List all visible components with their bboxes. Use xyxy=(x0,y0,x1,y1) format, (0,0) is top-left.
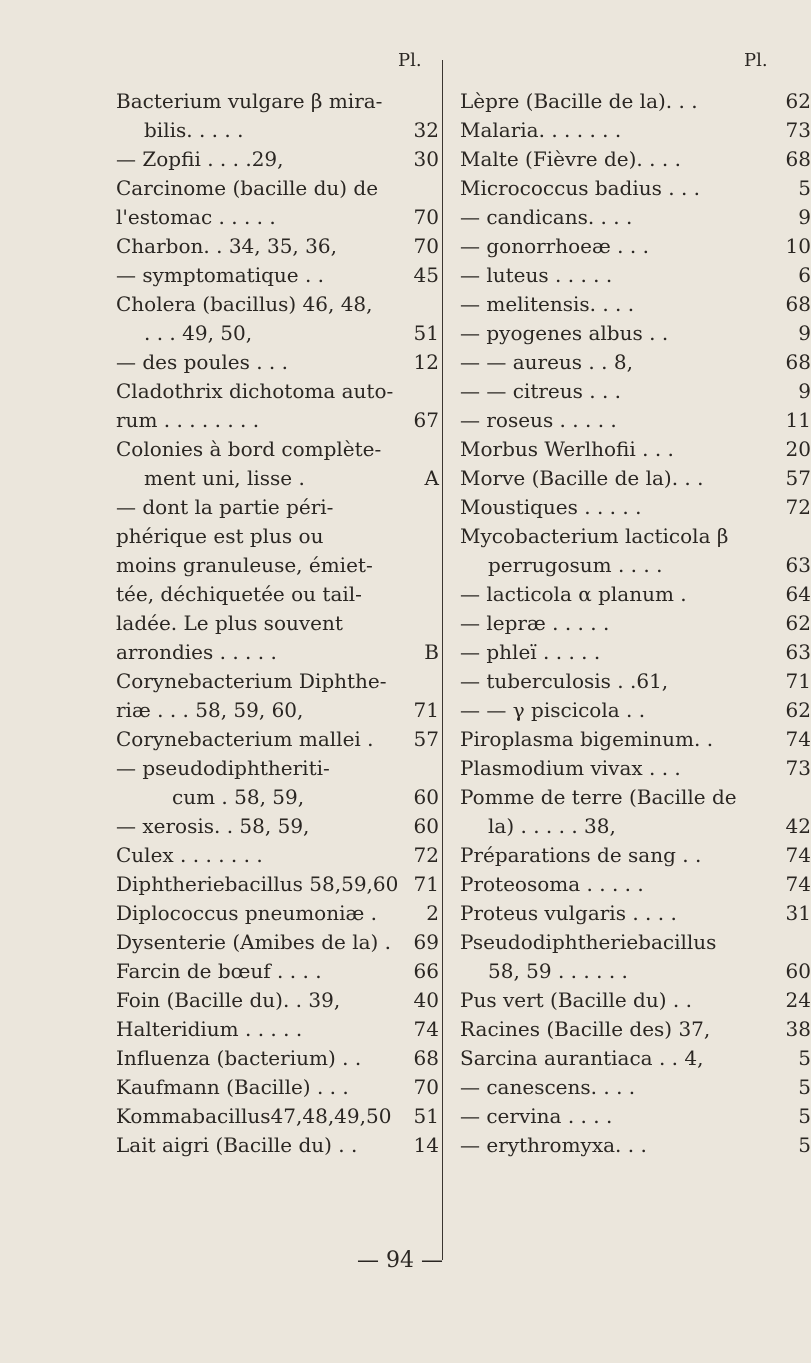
entry-plate-number: 57 xyxy=(413,727,439,751)
entry-text: riæ . . . 58, 59, 60, xyxy=(116,698,304,722)
entry-text: Moustiques . . . . . xyxy=(460,495,642,519)
entry-plate-number: 9 xyxy=(798,379,811,403)
entry-text: Corynebacterium mallei . xyxy=(116,727,374,751)
entry-text: Kommabacillus47,48,49,50 xyxy=(116,1104,392,1128)
index-entry xyxy=(460,550,811,580)
entry-plate-number: 72 xyxy=(413,843,439,867)
index-entry xyxy=(116,260,439,290)
entry-plate-number: 10 xyxy=(785,234,811,258)
left-pl-header: Pl. xyxy=(398,50,422,71)
entry-text: — cervina . . . . xyxy=(460,1104,613,1128)
entry-plate-number: 68 xyxy=(785,292,811,316)
entry-text: bilis. . . . . xyxy=(144,118,244,142)
entry-text: phérique est plus ou xyxy=(116,524,324,548)
index-entry xyxy=(460,463,811,493)
entry-plate-number: 62 xyxy=(785,89,811,113)
entry-plate-number: 63 xyxy=(785,553,811,577)
entry-text: Farcin de bœuf . . . . xyxy=(116,959,322,983)
index-entry xyxy=(460,927,778,957)
entry-text: — pyogenes albus . . xyxy=(460,321,669,345)
index-entry xyxy=(460,231,811,261)
index-entry xyxy=(460,608,811,638)
entry-plate-number: 9 xyxy=(798,205,811,229)
entry-text: Plasmodium vivax . . . xyxy=(460,756,681,780)
entry-text: Influenza (bacterium) . . xyxy=(116,1046,362,1070)
entry-text: — xerosis. . 58, 59, xyxy=(116,814,310,838)
entry-text: Dysenterie (Amibes de la) . xyxy=(116,930,392,954)
index-entry xyxy=(116,550,434,580)
index-entry xyxy=(460,347,811,377)
entry-text: . . . 49, 50, xyxy=(144,321,253,345)
entry-text: Proteosoma . . . . . xyxy=(460,872,644,896)
entry-plate-number: 24 xyxy=(785,988,811,1012)
entry-plate-number: 11 xyxy=(785,408,811,432)
index-entry xyxy=(116,492,434,522)
index-entry xyxy=(460,985,811,1015)
entry-plate-number: 74 xyxy=(785,727,811,751)
index-entry xyxy=(460,1043,811,1073)
entry-plate-number: 70 xyxy=(413,234,439,258)
index-entry xyxy=(116,1014,439,1044)
index-entry xyxy=(460,1072,811,1102)
entry-plate-number: 64 xyxy=(785,582,811,606)
entry-text: Micrococcus badius . . . xyxy=(460,176,701,200)
index-entry xyxy=(460,840,811,870)
index-entry xyxy=(116,231,439,261)
index-entry xyxy=(460,318,811,348)
entry-text: Pomme de terre (Bacille de xyxy=(460,785,737,809)
index-entry xyxy=(116,724,439,754)
index-entry xyxy=(460,666,811,696)
entry-plate-number: B xyxy=(424,640,439,664)
entry-plate-number: 60 xyxy=(413,814,439,838)
entry-text: Racines (Bacille des) 37, xyxy=(460,1017,711,1041)
index-entry xyxy=(460,173,811,203)
entry-plate-number: 5 xyxy=(798,1046,811,1070)
index-entry xyxy=(460,86,811,116)
index-entry xyxy=(116,637,439,667)
index-entry xyxy=(460,695,811,725)
index-entry xyxy=(116,86,434,116)
index-entry xyxy=(116,202,439,232)
index-entry xyxy=(116,1130,439,1160)
index-entry xyxy=(116,1072,439,1102)
entry-text: — lepræ . . . . . xyxy=(460,611,610,635)
entry-text: — tuberculosis . .61, xyxy=(460,669,669,693)
entry-text: Morve (Bacille de la). . . xyxy=(460,466,704,490)
index-entry xyxy=(116,1043,439,1073)
entry-text: cum . 58, 59, xyxy=(172,785,305,809)
index-entry xyxy=(116,376,434,406)
entry-plate-number: 5 xyxy=(798,1133,811,1157)
entry-text: — des poules . . . xyxy=(116,350,288,374)
entry-text: ment uni, lisse . xyxy=(144,466,305,490)
entry-text: Préparations de sang . . xyxy=(460,843,702,867)
entry-plate-number: 60 xyxy=(785,959,811,983)
entry-text: — roseus . . . . . xyxy=(460,408,617,432)
index-entry xyxy=(460,753,811,783)
entry-text: arrondies . . . . . xyxy=(116,640,277,664)
index-entry xyxy=(116,898,439,928)
column-divider xyxy=(442,60,443,1260)
entry-plate-number: 71 xyxy=(413,698,439,722)
entry-plate-number: 62 xyxy=(785,611,811,635)
entry-text: Bacterium vulgare β mira- xyxy=(116,89,383,113)
entry-text: — dont la partie péri- xyxy=(116,495,334,519)
entry-text: tée, déchiquetée ou tail- xyxy=(116,582,362,606)
index-entry xyxy=(460,376,811,406)
index-entry xyxy=(116,840,439,870)
entry-text: Carcinome (bacille du) de xyxy=(116,176,379,200)
index-entry xyxy=(460,898,811,928)
index-entry xyxy=(460,869,811,899)
entry-text: Morbus Werlhofii . . . xyxy=(460,437,674,461)
index-entry xyxy=(460,434,811,464)
index-entry xyxy=(116,405,439,435)
entry-plate-number: 73 xyxy=(785,118,811,142)
entry-plate-number: 68 xyxy=(413,1046,439,1070)
index-entry xyxy=(116,956,439,986)
entry-plate-number: 60 xyxy=(413,785,439,809)
entry-text: — lacticola α planum . xyxy=(460,582,687,606)
entry-text: moins granuleuse, émiet- xyxy=(116,553,373,577)
index-entry xyxy=(116,608,434,638)
entry-plate-number: 74 xyxy=(785,843,811,867)
index-entry xyxy=(116,521,434,551)
entry-plate-number: 70 xyxy=(413,1075,439,1099)
index-entry xyxy=(460,260,811,290)
index-entry xyxy=(116,869,439,899)
index-entry xyxy=(460,289,811,319)
entry-text: la) . . . . . 38, xyxy=(488,814,616,838)
index-entry xyxy=(460,956,811,986)
index-entry xyxy=(460,202,811,232)
entry-text: Sarcina aurantiaca . . 4, xyxy=(460,1046,704,1070)
entry-plate-number: 63 xyxy=(785,640,811,664)
index-entry xyxy=(460,579,811,609)
index-entry xyxy=(460,724,811,754)
index-entry xyxy=(460,521,778,551)
index-entry xyxy=(460,811,811,841)
entry-text: Lait aigri (Bacille du) . . xyxy=(116,1133,358,1157)
entry-text: — canescens. . . . xyxy=(460,1075,636,1099)
entry-text: Cholera (bacillus) 46, 48, xyxy=(116,292,373,316)
entry-plate-number: 14 xyxy=(413,1133,439,1157)
entry-plate-number: 74 xyxy=(785,872,811,896)
entry-text: — Zopfii . . . .29, xyxy=(116,147,284,171)
page-number: — 94 — xyxy=(357,1248,443,1273)
entry-text: Foin (Bacille du). . 39, xyxy=(116,988,341,1012)
entry-text: Pseudodiphtheriebacillus xyxy=(460,930,717,954)
index-entry xyxy=(116,811,439,841)
index-entry xyxy=(116,115,439,145)
entry-text: 58, 59 . . . . . . xyxy=(488,959,628,983)
entry-text: — gonorrhoeæ . . . xyxy=(460,234,649,258)
index-entry xyxy=(116,927,439,957)
entry-plate-number: 45 xyxy=(413,263,439,287)
entry-plate-number: 9 xyxy=(798,321,811,345)
entry-text: Lèpre (Bacille de la). . . xyxy=(460,89,698,113)
index-entry xyxy=(460,115,811,145)
index-entry xyxy=(460,492,811,522)
entry-text: — phleï . . . . . xyxy=(460,640,601,664)
entry-plate-number: 31 xyxy=(785,901,811,925)
entry-text: Diplococcus pneumoniæ . xyxy=(116,901,378,925)
entry-plate-number: 42 xyxy=(785,814,811,838)
entry-text: Cladothrix dichotoma auto- xyxy=(116,379,394,403)
entry-text: — — γ piscicola . . xyxy=(460,698,646,722)
index-entry xyxy=(460,1130,811,1160)
index-entry xyxy=(460,1101,811,1131)
entry-text: Malaria. . . . . . . xyxy=(460,118,622,142)
entry-text: ladée. Le plus souvent xyxy=(116,611,343,635)
entry-plate-number: 73 xyxy=(785,756,811,780)
entry-text: rum . . . . . . . . xyxy=(116,408,260,432)
entry-plate-number: 32 xyxy=(413,118,439,142)
entry-text: Piroplasma bigeminum. . xyxy=(460,727,714,751)
entry-plate-number: 5 xyxy=(798,176,811,200)
entry-text: Culex . . . . . . . xyxy=(116,843,263,867)
entry-plate-number: 62 xyxy=(785,698,811,722)
entry-text: Kaufmann (Bacille) . . . xyxy=(116,1075,349,1099)
entry-plate-number: 20 xyxy=(785,437,811,461)
entry-plate-number: 68 xyxy=(785,350,811,374)
index-entry xyxy=(116,434,434,464)
entry-plate-number: A xyxy=(424,466,439,490)
entry-plate-number: 57 xyxy=(785,466,811,490)
entry-plate-number: 2 xyxy=(426,901,439,925)
index-entry xyxy=(460,637,811,667)
index-entry xyxy=(116,347,439,377)
entry-plate-number: 70 xyxy=(413,205,439,229)
entry-plate-number: 72 xyxy=(785,495,811,519)
entry-plate-number: 71 xyxy=(785,669,811,693)
index-entry xyxy=(460,782,778,812)
index-entry xyxy=(116,666,434,696)
entry-text: Diphtheriebacillus 58,59,60 xyxy=(116,872,399,896)
entry-plate-number: 51 xyxy=(413,1104,439,1128)
entry-text: — candicans. . . . xyxy=(460,205,633,229)
index-entry xyxy=(116,318,439,348)
entry-plate-number: 67 xyxy=(413,408,439,432)
entry-text: Malte (Fièvre de). . . . xyxy=(460,147,681,171)
index-entry xyxy=(116,463,439,493)
entry-plate-number: 71 xyxy=(413,872,439,896)
entry-text: perrugosum . . . . xyxy=(488,553,663,577)
index-entry xyxy=(116,695,439,725)
entry-text: Proteus vulgaris . . . . xyxy=(460,901,677,925)
entry-text: — luteus . . . . . xyxy=(460,263,613,287)
entry-text: Mycobacterium lacticola β xyxy=(460,524,729,548)
entry-plate-number: 5 xyxy=(798,1075,811,1099)
index-entry xyxy=(116,985,439,1015)
entry-plate-number: 38 xyxy=(785,1017,811,1041)
index-entry xyxy=(116,1101,439,1131)
entry-plate-number: 74 xyxy=(413,1017,439,1041)
entry-text: — — aureus . . 8, xyxy=(460,350,633,374)
entry-text: — melitensis. . . . xyxy=(460,292,635,316)
entry-plate-number: 69 xyxy=(413,930,439,954)
index-entry xyxy=(460,144,811,174)
entry-text: Pus vert (Bacille du) . . xyxy=(460,988,692,1012)
index-entry xyxy=(116,579,434,609)
entry-text: — erythromyxa. . . xyxy=(460,1133,647,1157)
entry-plate-number: 51 xyxy=(413,321,439,345)
entry-plate-number: 68 xyxy=(785,147,811,171)
index-entry xyxy=(116,173,434,203)
right-pl-header: Pl. xyxy=(744,50,768,71)
entry-text: l'estomac . . . . . xyxy=(116,205,276,229)
index-entry xyxy=(460,405,811,435)
index-entry xyxy=(116,782,439,812)
entry-plate-number: 12 xyxy=(413,350,439,374)
entry-plate-number: 66 xyxy=(413,959,439,983)
entry-text: — pseudodiphtheriti- xyxy=(116,756,330,780)
entry-text: Corynebacterium Diphthe- xyxy=(116,669,387,693)
entry-text: Halteridium . . . . . xyxy=(116,1017,303,1041)
entry-plate-number: 6 xyxy=(798,263,811,287)
entry-plate-number: 5 xyxy=(798,1104,811,1128)
entry-text: Colonies à bord complète- xyxy=(116,437,382,461)
entry-plate-number: 40 xyxy=(413,988,439,1012)
index-entry xyxy=(460,1014,811,1044)
entry-text: — — citreus . . . xyxy=(460,379,622,403)
index-entry xyxy=(116,753,434,783)
index-entry xyxy=(116,144,439,174)
index-entry xyxy=(116,289,434,319)
entry-text: Charbon. . 34, 35, 36, xyxy=(116,234,337,258)
entry-plate-number: 30 xyxy=(413,147,439,171)
entry-text: — symptomatique . . xyxy=(116,263,325,287)
